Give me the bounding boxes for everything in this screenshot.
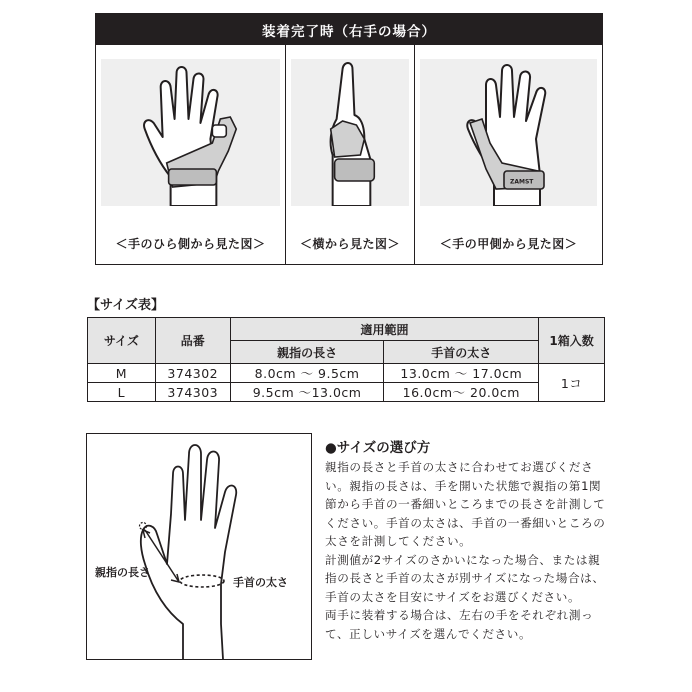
thumb-length-label: 親指の長さ [95, 566, 150, 579]
table-row [88, 364, 605, 383]
row-thumb-range: 8.0cm 〜 9.5cm [230, 364, 384, 383]
header-part-no: 品番 [155, 318, 230, 364]
row-part-no: 374303 [155, 383, 230, 402]
palm-view [96, 45, 286, 264]
how-to-choose-heading: ●サイズの選び方 [325, 440, 431, 456]
choose-paragraph: 計測値が2サイズのさかいになった場合、または親指の長さと手首の太さが別サイズになった場合は、手首の太さを目安にサイズをお選びください。 [325, 552, 605, 604]
how-to-choose-text [325, 458, 607, 643]
qty-value: 1コ [539, 364, 605, 402]
header-qty: 1箱入数 [539, 318, 605, 364]
row-wrist-range: 13.0cm 〜 17.0cm [384, 364, 539, 383]
side-view-illustration [291, 59, 409, 206]
row-size: L [88, 383, 156, 402]
size-table [87, 317, 605, 402]
row-part-no: 374302 [155, 364, 230, 383]
row-thumb-range: 9.5cm 〜13.0cm [230, 383, 384, 402]
palm-view-caption: ＜手のひら側から見た図＞ [115, 237, 266, 251]
size-table-heading: 【サイズ表】 [87, 298, 164, 313]
brand-logo: ZAMST [510, 178, 534, 186]
header-thumb-length: 親指の長さ [230, 341, 384, 364]
side-view [286, 45, 415, 264]
table-row [88, 383, 605, 402]
wearing-views [96, 45, 602, 264]
back-view-illustration [420, 59, 597, 206]
header-size: サイズ [88, 318, 156, 364]
measurement-illustration [86, 433, 312, 660]
row-size: M [88, 364, 156, 383]
row-wrist-range: 16.0cm〜 20.0cm [384, 383, 539, 402]
back-view-caption: ＜手の甲側から見た図＞ [439, 237, 578, 251]
choose-paragraph: 両手に装着する場合は、左右の手をそれぞれ測って、正しいサイズを選んでください。 [325, 608, 594, 641]
wearing-title: 装着完了時（右手の場合） [96, 14, 602, 45]
side-view-caption: ＜横から見た図＞ [299, 237, 400, 251]
header-wrist-size: 手首の太さ [384, 341, 539, 364]
wrist-size-label: 手首の太さ [233, 576, 288, 589]
wearing-panel [95, 13, 603, 265]
back-view [415, 45, 602, 264]
palm-view-illustration [101, 59, 280, 206]
header-range: 適用範囲 [230, 318, 538, 341]
choose-paragraph: 親指の長さと手首の太さに合わせてお選びください。親指の長さは、手を開いた状態で親指の第1関節から手首の一番細いところまでの長さを計測してください。手首の太さは、手首の一番細いところの太さを計測してください。 [325, 460, 606, 548]
